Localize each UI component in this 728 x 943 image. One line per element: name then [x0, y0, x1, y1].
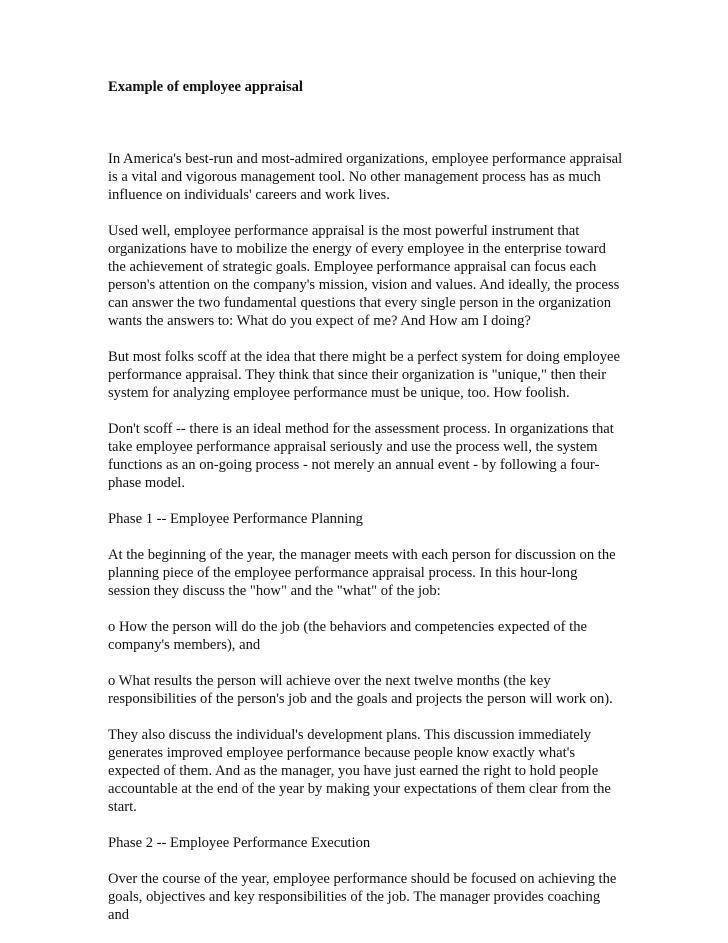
title-spacer	[108, 96, 623, 150]
paragraph-phase-1-intro: At the beginning of the year, the manager meets with each person for discussion on the planning piece of the employee performance appraisal process. In this hour-long session they discuss the "how" and the "what" of the job:	[108, 547, 616, 599]
paragraph-phase-2-intro: Over the course of the year, employee performance should be focused on achieving the goals, objectives and key responsibilities of the job. The manager provides coaching and	[108, 871, 617, 923]
list-item-what: o What results the person will achieve over the next twelve months (the key responsibilities of the person's job and the goals and projects the person will work on).	[108, 673, 613, 707]
heading-phase-1: Phase 1 -- Employee Performance Planning	[108, 511, 363, 527]
document-title: Example of employee appraisal	[108, 79, 303, 95]
paragraph-intro: In America's best-run and most-admired organizations, employee performance appraisal is a vital and vigorous management tool. No other management process has as much influence on individuals' careers and work lives.	[108, 151, 623, 203]
paragraph-development-plans: They also discuss the individual's development plans. This discussion immediately generates improved employee performance because people know exactly what's expected of them. And as the manager, you have just earned the right to hold people accountable at the end of the year by making your expectations of them clear from the start.	[108, 727, 611, 815]
heading-phase-2: Phase 2 -- Employee Performance Execution	[108, 835, 371, 851]
paragraph-used-well: Used well, employee performance appraisal is the most powerful instrument that organizations have to mobilize the energy of every employee in the enterprise toward the achievement of strategic goals. Employee performance appraisal can focus each person's attention on the company's mission, vision and values. And ideally, the process can answer the two fundamental questions that every single person in the organization wants the answers to: What do you expect of me? And How am I doing?	[108, 223, 620, 329]
paragraph-scoff: But most folks scoff at the idea that there might be a perfect system for doing employee performance appraisal. They think that since their organization is "unique," then their system for analyzing employee performance must be unique, too. How foolish.	[108, 349, 620, 401]
document-body	[108, 78, 623, 942]
list-item-how: o How the person will do the job (the behaviors and competencies expected of the company's members), and	[108, 619, 588, 653]
paragraph-ideal-method: Don't scoff -- there is an ideal method for the assessment process. In organizations that take employee performance appraisal seriously and use the process well, the system functions as an on-going process - not merely an annual event - by following a four-phase model.	[108, 421, 614, 491]
